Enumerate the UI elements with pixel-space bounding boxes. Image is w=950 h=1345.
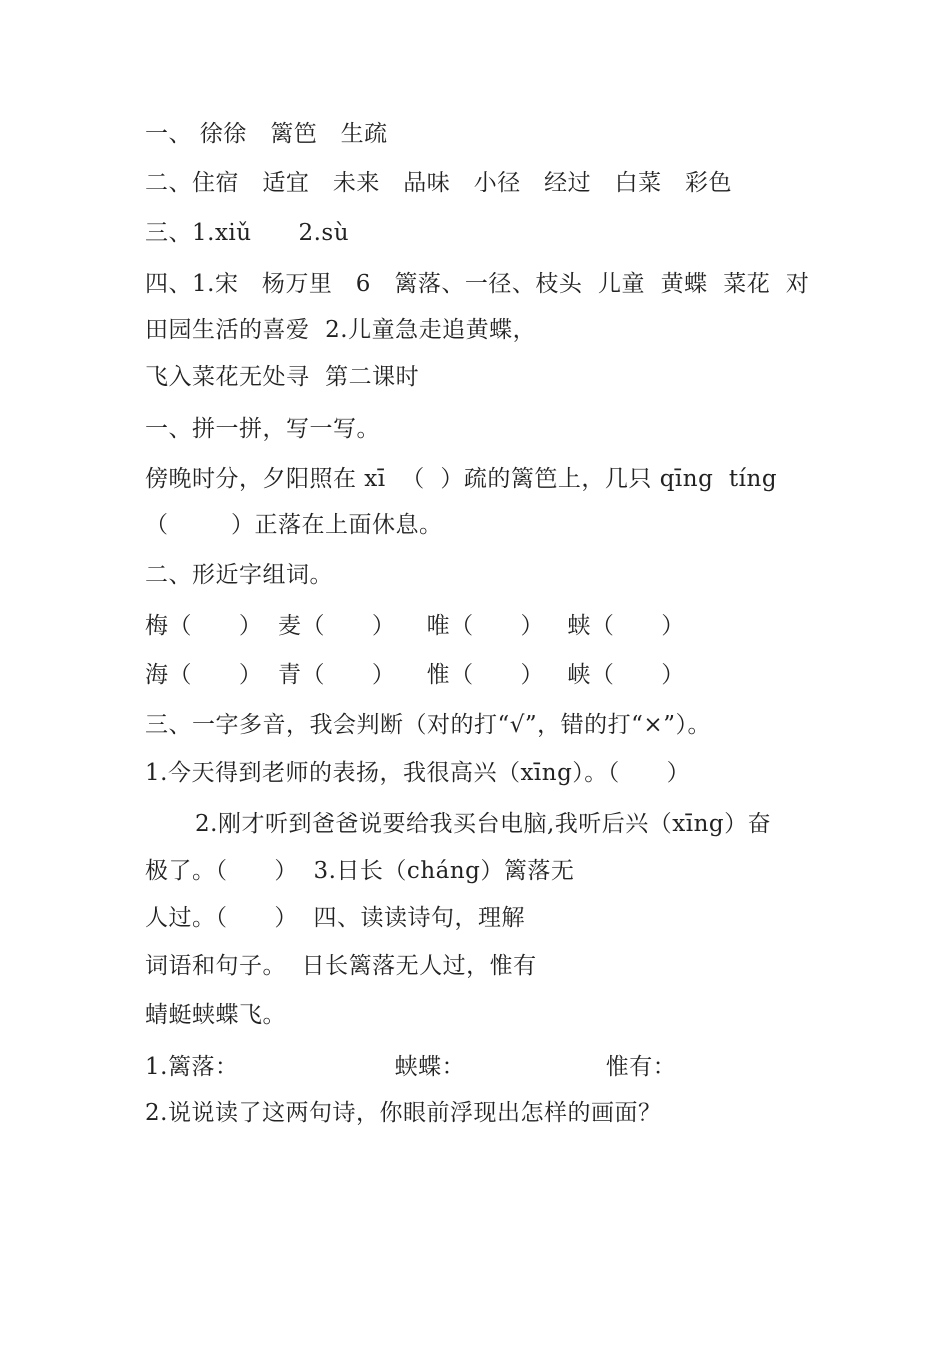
similar-characters-row-1: 梅（ ） 麦（ ） 唯（ ） 蛱（ ） [145,613,685,639]
answer-line-1: 一、 徐徐 篱笆 生疏 [145,121,388,147]
poem-section-line-3: 蜻蜓蛱蝶飞。 [145,1002,286,1028]
polyphone-question-2-continued: 极了。（ ） 3.日长（cháng）篱落无 [145,858,575,884]
answer-line-4: 四、1.宋 杨万里 6 篱落、一径、枝头 儿童 黄蝶 菜花 对 [145,271,810,297]
section-heading-pinyin: 一、拼一拼，写一写。 [145,416,380,442]
poem-section-line-1: 人过。（ ） 四、读读诗句，理解 [145,905,525,931]
answer-line-6: 飞入菜花无处寻 第二课时 [145,364,420,390]
polyphone-question-1: 1.今天得到老师的表扬，我很高兴（xīng）。（ ） [145,760,691,786]
word-meaning-question: 1.篱落： 蛱蝶： 惟有： [145,1054,677,1080]
answer-line-5: 田园生活的喜爱 2.儿童急走追黄蝶， [145,317,537,343]
poem-section-line-2: 词语和句子。 日长篱落无人过，惟有 [145,953,537,979]
polyphone-question-2: 2.刚才听到爸爸说要给我买台电脑,我听后兴（xīng）奋 [195,811,772,837]
pinyin-question-line-1: 傍晚时分，夕阳照在 xī （ ）疏的篱笆上，几只 qīng tíng [145,466,778,492]
section-heading-similar-characters: 二、形近字组词。 [145,562,333,588]
answer-line-2: 二、住宿 适宜 未来 品味 小径 经过 白菜 彩色 [145,170,733,196]
section-heading-polyphone: 三、一字多音，我会判断（对的打“√”，错的打“×”）。 [145,712,711,738]
similar-characters-row-2: 海（ ） 青（ ） 惟（ ） 峡（ ） [145,662,685,688]
poem-image-question: 2.说说读了这两句诗，你眼前浮现出怎样的画面？ [145,1100,662,1126]
answer-line-3: 三、1.xiǔ 2.sù [145,220,350,246]
pinyin-question-line-2: （ ）正落在上面休息。 [145,512,443,538]
